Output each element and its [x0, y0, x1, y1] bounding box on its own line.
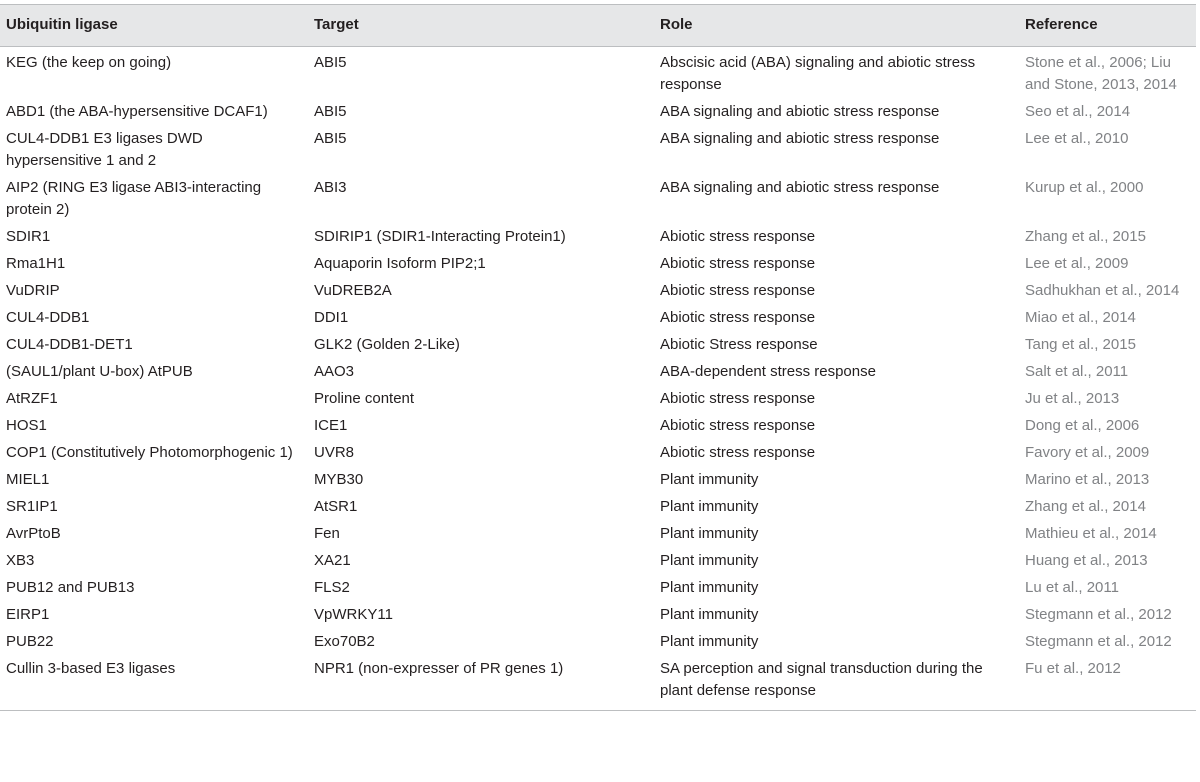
cell-ligase: (SAUL1/plant U-box) AtPUB: [6, 363, 193, 380]
table-row: [0, 47, 1196, 100]
cell-ligase: CUL4-DDB1: [6, 309, 90, 326]
cell-reference: Seo et al., 2014: [1025, 103, 1131, 120]
cell-role: Plant immunity: [660, 498, 759, 515]
table-row: [0, 413, 1196, 440]
cell-role: ABA-dependent stress response: [660, 363, 876, 380]
column-header-target: Target: [314, 16, 359, 33]
cell-target: VpWRKY11: [314, 606, 393, 623]
cell-ligase: XB3: [6, 552, 35, 569]
table-row: [0, 332, 1196, 359]
table-row: [0, 548, 1196, 575]
cell-reference: Zhang et al., 2014: [1025, 498, 1146, 515]
cell-reference: Lu et al., 2011: [1025, 579, 1119, 596]
cell-target: Exo70B2: [314, 633, 375, 650]
cell-reference: Ju et al., 2013: [1025, 390, 1120, 407]
cell-reference: Kurup et al., 2000: [1025, 179, 1144, 196]
cell-ligase: KEG (the keep on going): [6, 54, 172, 71]
cell-target: UVR8: [314, 444, 355, 461]
cell-reference: Mathieu et al., 2014: [1025, 525, 1157, 542]
cell-ligase: COP1 (Constitutively Photomorphogenic 1): [6, 444, 293, 461]
cell-ligase: Cullin 3-based E3 ligases: [6, 660, 176, 677]
cell-role: ABA signaling and abiotic stress response: [660, 130, 940, 147]
cell-reference: Miao et al., 2014: [1025, 309, 1136, 326]
header-row: [0, 5, 1196, 47]
cell-reference: Huang et al., 2013: [1025, 552, 1148, 569]
cell-role: Abiotic stress response: [660, 228, 816, 245]
cell-ligase: PUB22: [6, 633, 54, 650]
table-row: [0, 656, 1196, 711]
cell-role: Abiotic stress response: [660, 282, 816, 299]
cell-role: Abiotic stress response: [660, 255, 816, 272]
cell-reference: Favory et al., 2009: [1025, 444, 1150, 461]
cell-reference: Tang et al., 2015: [1025, 336, 1136, 353]
table-row: [0, 467, 1196, 494]
cell-reference: Lee et al., 2009: [1025, 255, 1129, 272]
cell-role: Abiotic stress response: [660, 390, 816, 407]
cell-ligase: EIRP1: [6, 606, 50, 623]
cell-target: SDIRIP1 (SDIR1-Interacting Protein1): [314, 228, 566, 245]
cell-reference: Sadhukhan et al., 2014: [1025, 282, 1180, 299]
cell-role: SA perception and signal transduction during the plant defense response: [660, 660, 983, 699]
table-body: [0, 47, 1196, 711]
cell-ligase: CUL4-DDB1 E3 ligases DWD hypersensitive 1 and 2: [6, 130, 203, 169]
cell-reference: Zhang et al., 2015: [1025, 228, 1146, 245]
cell-reference: Fu et al., 2012: [1025, 660, 1121, 677]
table-row: [0, 359, 1196, 386]
cell-role: Plant immunity: [660, 633, 759, 650]
cell-reference: Marino et al., 2013: [1025, 471, 1150, 488]
table-row: [0, 602, 1196, 629]
cell-reference: Stegmann et al., 2012: [1025, 633, 1172, 650]
cell-reference: Stone et al., 2006; Liu and Stone, 2013, 2014: [1025, 54, 1177, 93]
table-row: [0, 175, 1196, 224]
cell-role: Plant immunity: [660, 606, 759, 623]
table-header: [0, 5, 1196, 47]
cell-ligase: VuDRIP: [6, 282, 60, 299]
cell-reference: Dong et al., 2006: [1025, 417, 1140, 434]
table-row: [0, 305, 1196, 332]
cell-role: Plant immunity: [660, 471, 759, 488]
cell-ligase: ABD1 (the ABA-hypersensitive DCAF1): [6, 103, 268, 120]
cell-role: Abiotic stress response: [660, 309, 816, 326]
table-row: [0, 251, 1196, 278]
table-row: [0, 494, 1196, 521]
cell-role: Plant immunity: [660, 525, 759, 542]
cell-target: ABI3: [314, 179, 347, 196]
cell-ligase: HOS1: [6, 417, 47, 434]
cell-role: ABA signaling and abiotic stress response: [660, 103, 940, 120]
cell-target: VuDREB2A: [314, 282, 392, 299]
cell-role: Abiotic Stress response: [660, 336, 818, 353]
column-header-role: Role: [660, 16, 693, 33]
cell-role: Abscisic acid (ABA) signaling and abiotic stress response: [660, 54, 976, 93]
cell-ligase: AvrPtoB: [6, 525, 61, 542]
cell-ligase: Rma1H1: [6, 255, 66, 272]
cell-reference: Salt et al., 2011: [1025, 363, 1129, 380]
cell-target: AtSR1: [314, 498, 358, 515]
cell-ligase: CUL4-DDB1-DET1: [6, 336, 133, 353]
cell-reference: Stegmann et al., 2012: [1025, 606, 1172, 623]
table-row: [0, 278, 1196, 305]
cell-target: Proline content: [314, 390, 415, 407]
cell-ligase: PUB12 and PUB13: [6, 579, 135, 596]
cell-target: GLK2 (Golden 2-Like): [314, 336, 460, 353]
cell-role: ABA signaling and abiotic stress response: [660, 179, 940, 196]
cell-target: MYB30: [314, 471, 364, 488]
cell-role: Abiotic stress response: [660, 417, 816, 434]
cell-ligase: AtRZF1: [6, 390, 58, 407]
table-row: [0, 126, 1196, 175]
cell-reference: Lee et al., 2010: [1025, 130, 1129, 147]
column-header-reference: Reference: [1025, 16, 1098, 33]
column-header-ligase: Ubiquitin ligase: [6, 16, 118, 33]
table-row: [0, 521, 1196, 548]
cell-target: ABI5: [314, 54, 347, 71]
ubiquitin-ligase-table: [0, 4, 1196, 711]
cell-role: Abiotic stress response: [660, 444, 816, 461]
cell-target: AAO3: [314, 363, 355, 380]
cell-ligase: SR1IP1: [6, 498, 58, 515]
cell-role: Plant immunity: [660, 579, 759, 596]
cell-target: XA21: [314, 552, 351, 569]
cell-target: Fen: [314, 525, 340, 542]
cell-ligase: SDIR1: [6, 228, 51, 245]
cell-target: ABI5: [314, 103, 347, 120]
cell-target: ICE1: [314, 417, 348, 434]
cell-target: FLS2: [314, 579, 350, 596]
cell-target: ABI5: [314, 130, 347, 147]
table-row: [0, 386, 1196, 413]
table-row: [0, 440, 1196, 467]
cell-role: Plant immunity: [660, 552, 759, 569]
cell-target: NPR1 (non-expresser of PR genes 1): [314, 660, 564, 677]
table-row: [0, 224, 1196, 251]
table-row: [0, 575, 1196, 602]
cell-target: Aquaporin Isoform PIP2;1: [314, 255, 486, 272]
cell-ligase: MIEL1: [6, 471, 50, 488]
table-row: [0, 629, 1196, 656]
cell-ligase: AIP2 (RING E3 ligase ABI3-interacting protein 2): [6, 179, 262, 218]
table-row: [0, 99, 1196, 126]
cell-target: DDI1: [314, 309, 349, 326]
